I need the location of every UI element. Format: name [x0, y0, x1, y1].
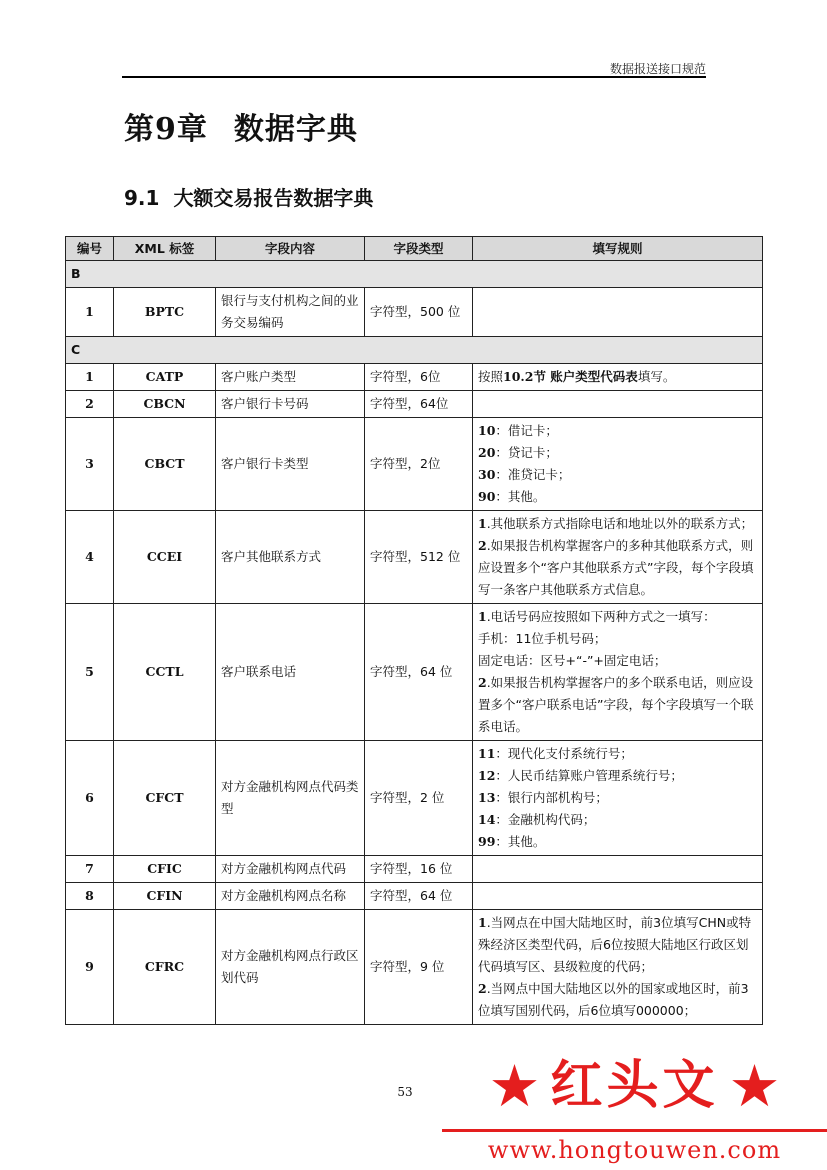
rule-line	[478, 809, 757, 831]
rule-line	[478, 628, 757, 650]
watermark-logo	[442, 1044, 827, 1170]
header-cell-num: 编号	[66, 237, 114, 261]
rule-line	[478, 513, 757, 535]
header-rule	[122, 76, 706, 78]
rule-code: 10.2节 账户类型代码表	[503, 369, 638, 384]
cell-xml-tag: CBCT	[114, 418, 216, 511]
page-number: 53	[397, 1085, 413, 1099]
table-row	[66, 391, 763, 418]
rule-code: 99	[478, 834, 496, 849]
cell-num: 7	[66, 856, 114, 883]
cell-field-type: 字符型，512 位	[365, 511, 473, 604]
rule-line	[478, 978, 757, 1022]
rule-text: .电话号码应按照如下两种方式之一填写：	[486, 609, 716, 624]
rule-line	[478, 535, 757, 601]
rule-text: ：其他。	[495, 489, 546, 504]
rule-code: 14	[478, 812, 496, 827]
rule-line	[478, 650, 757, 672]
rule-text: ：银行内部机构号；	[495, 790, 608, 805]
cell-num: 3	[66, 418, 114, 511]
rule-code: 2	[478, 675, 487, 690]
table-row	[66, 856, 763, 883]
rule-line	[478, 765, 757, 787]
cell-xml-tag: CFRC	[114, 910, 216, 1025]
chapter-heading	[124, 104, 358, 148]
section-number: 9.1	[124, 186, 160, 210]
rule-text: ：现代化支付系统行号；	[495, 746, 633, 761]
table-row	[66, 883, 763, 910]
header-cell-rules: 填写规则	[473, 237, 763, 261]
table-row	[66, 418, 763, 511]
cell-field-content: 客户其他联系方式	[216, 511, 365, 604]
rule-code: 90	[478, 489, 496, 504]
cell-fill-rules	[473, 288, 763, 337]
table-row	[66, 511, 763, 604]
cell-fill-rules	[473, 910, 763, 1025]
star-icon: ★	[728, 1052, 781, 1120]
cell-xml-tag: CATP	[114, 364, 216, 391]
rule-line	[478, 366, 757, 388]
cell-field-content: 银行与支付机构之间的业务交易编码	[216, 288, 365, 337]
rule-text: .当网点中国大陆地区以外的国家或地区时，前3位填写国别代码，后6位填写000000；	[478, 981, 749, 1018]
cell-fill-rules	[473, 511, 763, 604]
section-title: 大额交易报告数据字典	[173, 186, 374, 210]
rule-code: 1	[478, 915, 487, 930]
header-cell-tag: XML 标签	[114, 237, 216, 261]
cell-field-type: 字符型，2位	[365, 418, 473, 511]
rule-text: .如果报告机构掌握客户的多个联系电话，则应设置多个“客户联系电话”字段，每个字段填写一个联系电话。	[478, 675, 754, 734]
cell-field-content: 客户账户类型	[216, 364, 365, 391]
table-row	[66, 288, 763, 337]
cell-field-content: 对方金融机构网点代码	[216, 856, 365, 883]
data-dictionary-table	[65, 236, 763, 1025]
cell-xml-tag: BPTC	[114, 288, 216, 337]
cell-xml-tag: CFIC	[114, 856, 216, 883]
rule-code: 12	[478, 768, 496, 783]
rule-line	[478, 606, 757, 628]
cell-num: 5	[66, 604, 114, 741]
rule-code: 10	[478, 423, 496, 438]
group-label: C	[66, 337, 763, 364]
rule-text: 手机：11位手机号码；	[478, 631, 607, 646]
cell-field-content: 客户银行卡类型	[216, 418, 365, 511]
cell-xml-tag: CCEI	[114, 511, 216, 604]
cell-field-type: 字符型，500 位	[365, 288, 473, 337]
cell-xml-tag: CBCN	[114, 391, 216, 418]
table-row	[66, 604, 763, 741]
rule-line	[478, 787, 757, 809]
rule-line	[478, 442, 757, 464]
group-row	[66, 337, 763, 364]
rule-text: ：借记卡；	[495, 423, 558, 438]
rule-text: 填写。	[637, 369, 676, 384]
rule-line	[478, 464, 757, 486]
rule-code: 30	[478, 467, 496, 482]
chapter-number: 第9章	[124, 112, 208, 147]
cell-xml-tag: CCTL	[114, 604, 216, 741]
cell-field-type: 字符型，6位	[365, 364, 473, 391]
rule-code: 1	[478, 516, 487, 531]
rule-line	[478, 743, 757, 765]
cell-field-type: 字符型，64 位	[365, 883, 473, 910]
rule-code: 13	[478, 790, 496, 805]
cell-fill-rules	[473, 391, 763, 418]
cell-num: 4	[66, 511, 114, 604]
rule-text: .其他联系方式指除电话和地址以外的联系方式；	[486, 516, 754, 531]
rule-line	[478, 912, 757, 978]
cell-num: 1	[66, 288, 114, 337]
watermark-title: 红头文	[550, 1055, 719, 1116]
cell-field-type: 字符型，2 位	[365, 741, 473, 856]
header-cell-content: 字段内容	[216, 237, 365, 261]
cell-field-type: 字符型，64位	[365, 391, 473, 418]
table-row	[66, 910, 763, 1025]
rule-text: ：金融机构代码；	[495, 812, 596, 827]
rule-line	[478, 420, 757, 442]
running-header: 数据报送接口规范	[609, 62, 706, 76]
cell-field-content: 对方金融机构网点名称	[216, 883, 365, 910]
cell-field-type: 字符型，9 位	[365, 910, 473, 1025]
cell-num: 9	[66, 910, 114, 1025]
cell-num: 1	[66, 364, 114, 391]
rule-text: .如果报告机构掌握客户的多种其他联系方式，则应设置多个“客户其他联系方式”字段，每个字段填写一条客户其他联系方式信息。	[478, 538, 754, 597]
cell-field-type: 字符型，64 位	[365, 604, 473, 741]
rule-line	[478, 672, 757, 738]
rule-code: 2	[478, 981, 487, 996]
cell-fill-rules	[473, 604, 763, 741]
table-row	[66, 741, 763, 856]
cell-field-type: 字符型，16 位	[365, 856, 473, 883]
star-icon: ★	[488, 1052, 541, 1120]
rule-code: 1	[478, 609, 487, 624]
header-cell-type: 字段类型	[365, 237, 473, 261]
table-body	[66, 261, 763, 1025]
cell-xml-tag: CFCT	[114, 741, 216, 856]
cell-field-content: 客户联系电话	[216, 604, 365, 741]
cell-num: 8	[66, 883, 114, 910]
cell-field-content: 对方金融机构网点行政区划代码	[216, 910, 365, 1025]
rule-code: 20	[478, 445, 496, 460]
cell-field-content: 客户银行卡号码	[216, 391, 365, 418]
cell-xml-tag: CFIN	[114, 883, 216, 910]
section-heading	[124, 182, 373, 211]
rule-code: 2	[478, 538, 487, 553]
group-label: B	[66, 261, 763, 288]
rule-text: 按照	[478, 369, 504, 384]
watermark-url: www.hongtouwen.com	[487, 1136, 782, 1164]
rule-line	[478, 831, 757, 853]
rule-text: ：人民币结算账户管理系统行号；	[495, 768, 683, 783]
table-header-row	[66, 237, 763, 261]
rule-text: ：准贷记卡；	[495, 467, 571, 482]
cell-num: 2	[66, 391, 114, 418]
watermark-title-row	[442, 1046, 827, 1126]
rule-text: .当网点在中国大陆地区时，前3位填写CHN或特殊经济区类型代码，后6位按照大陆地区行政区划代码填写区、县级粒度的代码；	[478, 915, 752, 974]
watermark-divider	[442, 1129, 827, 1132]
rule-text: ：其他。	[495, 834, 546, 849]
cell-fill-rules	[473, 364, 763, 391]
cell-field-content: 对方金融机构网点代码类型	[216, 741, 365, 856]
rule-text: ：贷记卡；	[495, 445, 558, 460]
group-row	[66, 261, 763, 288]
rule-line	[478, 486, 757, 508]
cell-fill-rules	[473, 418, 763, 511]
rule-text: 固定电话：区号+“-”+固定电话；	[478, 653, 667, 668]
cell-fill-rules	[473, 741, 763, 856]
cell-fill-rules	[473, 856, 763, 883]
chapter-title: 数据字典	[233, 112, 358, 147]
rule-code: 11	[478, 746, 496, 761]
cell-num: 6	[66, 741, 114, 856]
cell-fill-rules	[473, 883, 763, 910]
table-row	[66, 364, 763, 391]
